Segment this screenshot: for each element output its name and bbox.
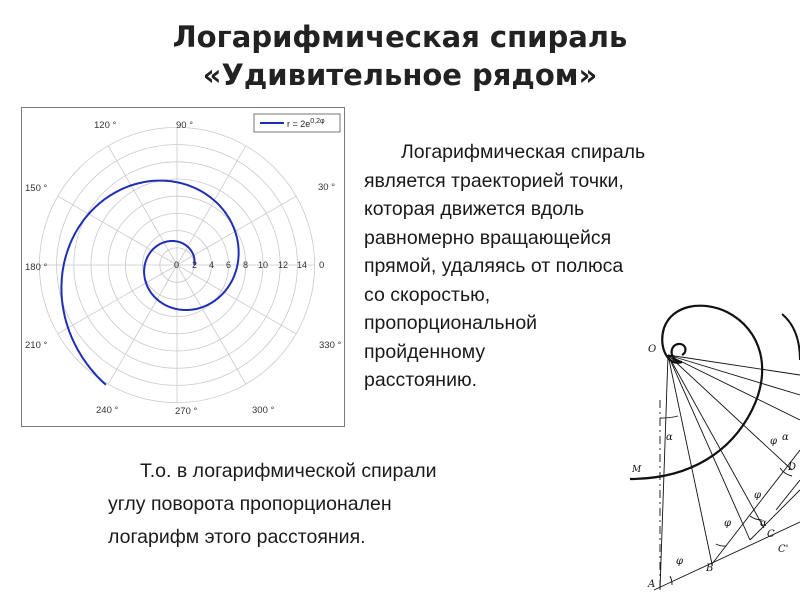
radial-label-6: 6	[226, 260, 232, 270]
point-label-b: B	[706, 563, 714, 574]
description-line: прямой, удаляясь от полюса	[364, 255, 624, 277]
angle-label-0: 0	[319, 260, 325, 271]
point-label-a: A	[648, 579, 656, 590]
outer-spiral	[782, 314, 800, 360]
grid-spoke	[108, 146, 177, 265]
angle-alpha-label: α	[760, 518, 767, 529]
angle-alpha-label: α	[782, 432, 789, 443]
log-spiral-curve	[61, 181, 238, 385]
point-label-c-prime: C'	[778, 544, 789, 555]
angle-label-180: 180 °	[25, 262, 48, 273]
grid-spoke	[177, 265, 246, 384]
grid-spoke	[177, 196, 296, 265]
point-label-d: D	[788, 462, 797, 473]
radial-label-4: 4	[209, 260, 215, 270]
grid-spoke	[58, 265, 177, 334]
description-line: является траекторией точки,	[364, 169, 624, 192]
angle-alpha-label: α	[666, 432, 673, 443]
title-line-2: «Удивительное рядом»	[202, 58, 598, 92]
plot-legend	[254, 114, 340, 132]
slide-title	[0, 18, 800, 94]
radial-label-12: 12	[278, 260, 289, 270]
radial-label-14: 14	[297, 260, 308, 270]
radial-label-2: 2	[192, 260, 198, 270]
description-line: Логарифмическая спираль	[401, 141, 646, 163]
conclusion-paragraph	[108, 455, 578, 554]
conclusion-line: логарифм этого расстояния.	[108, 526, 366, 548]
angle-label-120: 120 °	[94, 120, 117, 131]
angle-phi-label: φ	[754, 490, 762, 501]
angle-phi-label: φ	[724, 518, 732, 529]
polar-plot	[21, 107, 345, 427]
conclusion-line: углу поворота пропорционален	[108, 493, 392, 515]
grid-spoke	[177, 265, 296, 334]
radial-label-8: 8	[243, 260, 249, 270]
angle-label-300: 300 °	[252, 405, 275, 416]
angle-label-210: 210 °	[25, 340, 48, 351]
description-line: расстоянию.	[364, 369, 478, 391]
spiral-arc	[630, 306, 762, 479]
description-line: со скоростью,	[364, 283, 491, 306]
description-line: которая движется вдоль	[364, 198, 585, 220]
legend-exponent: 0,2φ	[310, 118, 325, 125]
grid-spoke	[108, 265, 177, 384]
angle-label-90: 90 °	[176, 120, 194, 131]
angle-phi-label: φ	[770, 436, 778, 447]
description-line: пропорциональной	[364, 312, 538, 334]
construction-canvas	[612, 300, 800, 600]
angle-label-330: 330 °	[319, 340, 342, 351]
legend-formula: r = 2e	[287, 119, 311, 129]
description-line: пройденному	[364, 340, 486, 363]
pole-label: O	[648, 344, 657, 355]
polar-plot-canvas	[22, 108, 344, 426]
point-label-m: M	[632, 465, 642, 475]
radial-label-0: 0	[174, 260, 180, 270]
radial-label-10: 10	[258, 260, 269, 270]
angle-label-30: 30 °	[318, 182, 336, 193]
angle-label-240: 240 °	[96, 405, 119, 416]
description-line: равномерно вращающейся	[364, 226, 612, 249]
angle-label-270: 270 °	[175, 406, 198, 417]
point-label-c: C	[767, 529, 775, 540]
angle-label-150: 150 °	[25, 183, 48, 194]
spiral-construction-diagram	[612, 300, 800, 600]
conclusion-line: Т.о. в логарифмической спирали	[140, 460, 437, 482]
title-line-1: Логарифмическая спираль	[172, 20, 628, 54]
angle-phi-label: φ	[676, 556, 684, 567]
